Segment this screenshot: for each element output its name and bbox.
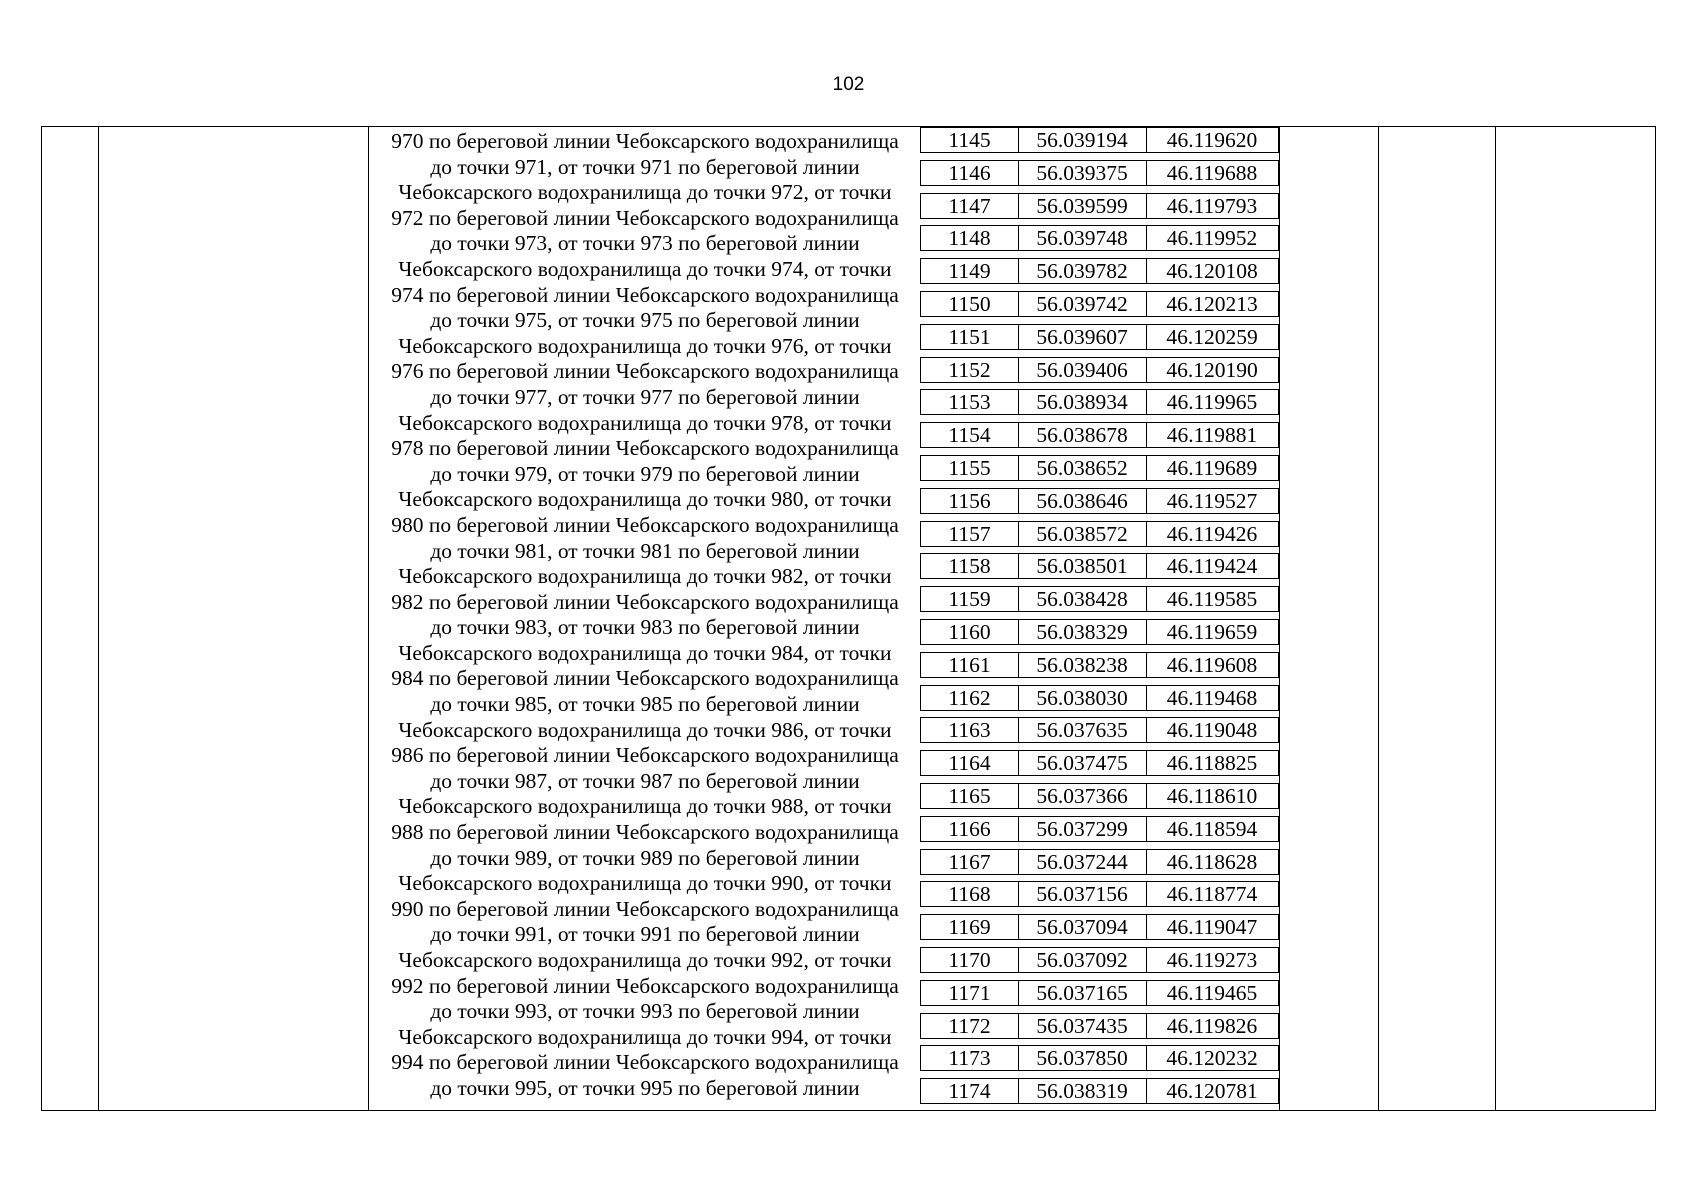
latitude-cell: 56.038572 [1036, 521, 1128, 546]
point-number-cell: 1148 [948, 226, 991, 251]
description-line: Чебоксарского водохранилища до точки 982, от точки [398, 564, 892, 589]
latitude-cell: 56.039375 [1036, 160, 1128, 185]
latitude-cell: 56.038934 [1036, 390, 1128, 415]
longitude-cell: 46.118628 [1166, 849, 1258, 874]
point-number-cell: 1145 [948, 128, 991, 152]
description-line: 988 по береговой линии Чебоксарского водохранилища [391, 820, 899, 845]
point-number-cell: 1164 [948, 751, 991, 776]
description-line: Чебоксарского водохранилища до точки 978, от точки [398, 410, 892, 435]
latitude-cell: 56.038030 [1036, 685, 1128, 710]
latitude-cell: 56.037244 [1036, 849, 1128, 874]
table-row [920, 586, 1279, 612]
latitude-cell: 56.037635 [1036, 718, 1128, 743]
table-row [920, 1045, 1279, 1071]
point-number-cell: 1174 [948, 1079, 991, 1104]
table-row [920, 553, 1279, 579]
latitude-cell: 56.037366 [1036, 784, 1128, 808]
latitude-cell: 56.037299 [1036, 816, 1128, 841]
point-number-cell: 1151 [948, 324, 991, 349]
point-number-cell: 1159 [948, 587, 991, 612]
description-line: Чебоксарского водохранилища до точки 984, от точки [398, 640, 892, 665]
point-number-cell: 1157 [948, 521, 991, 546]
description-line: до точки 993, от точки 993 по береговой линии [430, 999, 860, 1024]
table-row [920, 160, 1279, 186]
description-line: до точки 979, от точки 979 по береговой линии [430, 461, 860, 486]
table-row [920, 521, 1279, 547]
point-number-cell: 1165 [948, 784, 991, 808]
longitude-cell: 46.120213 [1166, 292, 1258, 316]
point-number-cell: 1166 [948, 816, 991, 841]
latitude-cell: 56.038319 [1036, 1079, 1128, 1104]
point-number-cell: 1173 [948, 1046, 991, 1071]
description-line: до точки 983, от точки 983 по береговой линии [430, 615, 860, 640]
latitude-cell: 56.038238 [1036, 652, 1128, 677]
point-number-cell: 1152 [948, 357, 991, 382]
point-number-cell: 1146 [948, 160, 991, 185]
description-line: Чебоксарского водохранилища до точки 972, от точки [398, 180, 892, 205]
table-row [920, 258, 1279, 284]
table-row [920, 1013, 1279, 1039]
longitude-cell: 46.120232 [1166, 1046, 1258, 1071]
table-row [920, 750, 1279, 776]
longitude-cell: 46.118825 [1166, 751, 1258, 776]
longitude-cell: 46.119468 [1166, 685, 1258, 710]
description-line: 990 по береговой линии Чебоксарского водохранилища [391, 896, 899, 921]
description-line: Чебоксарского водохранилища до точки 976, от точки [398, 333, 892, 358]
table-row [920, 980, 1279, 1006]
latitude-cell: 56.037850 [1036, 1046, 1128, 1071]
longitude-cell: 46.120259 [1166, 324, 1258, 349]
point-number-cell: 1160 [948, 620, 991, 644]
longitude-cell: 46.119048 [1166, 718, 1258, 743]
longitude-cell: 46.119826 [1166, 1013, 1258, 1038]
table-row [920, 357, 1279, 383]
longitude-cell: 46.119793 [1166, 193, 1258, 218]
point-number-cell: 1169 [948, 915, 991, 940]
latitude-cell: 56.037165 [1036, 980, 1128, 1005]
table-row [920, 488, 1279, 514]
table-row [920, 291, 1279, 317]
point-number-cell: 1150 [948, 292, 991, 316]
longitude-cell: 46.120190 [1166, 357, 1258, 382]
description-line: 972 по береговой линии Чебоксарского водохранилища [391, 205, 899, 230]
latitude-cell: 56.037435 [1036, 1013, 1128, 1038]
description-line: Чебоксарского водохранилища до точки 992, от точки [398, 948, 892, 972]
longitude-cell: 46.119047 [1166, 915, 1258, 940]
longitude-cell: 46.120108 [1166, 259, 1258, 284]
longitude-cell: 46.118774 [1166, 882, 1258, 907]
point-number-cell: 1172 [948, 1013, 991, 1038]
latitude-cell: 56.037156 [1036, 882, 1128, 907]
description-line: Чебоксарского водохранилища до точки 988, от точки [398, 794, 892, 819]
table-row [920, 849, 1279, 875]
description-line: до точки 995, от точки 995 по береговой линии [430, 1075, 860, 1100]
point-number-cell: 1154 [948, 423, 991, 448]
table-row [920, 422, 1279, 448]
point-number-cell: 1153 [948, 390, 991, 415]
table-row [920, 652, 1279, 678]
description-line: до точки 981, от точки 981 по береговой линии [430, 538, 860, 563]
table-row [920, 783, 1279, 809]
description-line: до точки 987, от точки 987 по береговой линии [430, 768, 860, 793]
longitude-cell: 46.119688 [1166, 160, 1258, 185]
latitude-cell: 56.039406 [1036, 357, 1128, 382]
description-line: до точки 975, от точки 975 по береговой линии [430, 308, 860, 333]
description-line: до точки 991, от точки 991 по береговой линии [430, 922, 860, 947]
column-divider [98, 127, 99, 1110]
boundary-description-cell [369, 127, 921, 1110]
table-row [920, 389, 1279, 415]
point-number-cell: 1158 [948, 554, 991, 579]
description-line: до точки 985, от точки 985 по береговой линии [430, 692, 860, 717]
longitude-cell: 46.119608 [1166, 652, 1258, 677]
longitude-cell: 46.119965 [1166, 390, 1258, 415]
description-line: до точки 977, от точки 977 по береговой линии [430, 384, 860, 409]
latitude-cell: 56.039748 [1036, 226, 1128, 251]
point-number-cell: 1167 [948, 849, 991, 874]
longitude-cell: 46.119273 [1166, 948, 1258, 972]
table-row [920, 1078, 1279, 1104]
latitude-cell: 56.038678 [1036, 423, 1128, 448]
boundary-description-text [369, 127, 921, 1102]
longitude-cell: 46.118610 [1166, 784, 1258, 808]
description-line: Чебоксарского водохранилища до точки 974, от точки [398, 256, 892, 281]
description-line: Чебоксарского водохранилища до точки 994, от точки [398, 1024, 892, 1049]
description-line: до точки 989, от точки 989 по береговой линии [430, 845, 860, 870]
description-line: 986 по береговой линии Чебоксарского водохранилища [391, 743, 899, 768]
point-number-cell: 1170 [948, 948, 991, 972]
column-divider [1279, 127, 1280, 1110]
latitude-cell: 56.038501 [1036, 554, 1128, 579]
table-row [920, 914, 1279, 940]
description-line: 974 по береговой линии Чебоксарского водохранилища [391, 282, 899, 307]
table-row [920, 225, 1279, 251]
longitude-cell: 46.119424 [1166, 554, 1258, 579]
latitude-cell: 56.037092 [1036, 948, 1128, 972]
latitude-cell: 56.039599 [1036, 193, 1128, 218]
description-line: 992 по береговой линии Чебоксарского водохранилища [391, 973, 899, 998]
latitude-cell: 56.038652 [1036, 456, 1128, 480]
table-row [920, 717, 1279, 743]
description-line: 982 по береговой линии Чебоксарского водохранилища [391, 589, 899, 614]
point-number-cell: 1155 [948, 456, 991, 480]
point-number-cell: 1163 [948, 718, 991, 743]
latitude-cell: 56.039607 [1036, 324, 1128, 349]
latitude-cell: 56.037094 [1036, 915, 1128, 940]
latitude-cell: 56.039742 [1036, 292, 1128, 316]
description-line: до точки 973, от точки 973 по береговой линии [430, 231, 860, 256]
column-divider [1495, 127, 1496, 1110]
point-number-cell: 1168 [948, 882, 991, 907]
longitude-cell: 46.119465 [1166, 980, 1258, 1005]
table-row [920, 685, 1279, 711]
point-number-cell: 1149 [948, 259, 991, 284]
table-row [920, 127, 1279, 153]
longitude-cell: 46.119620 [1166, 128, 1258, 152]
table-row [920, 816, 1279, 842]
description-line: до точки 971, от точки 971 по береговой линии [430, 154, 860, 179]
longitude-cell: 46.119952 [1166, 226, 1258, 251]
description-line: Чебоксарского водохранилища до точки 980, от точки [398, 487, 892, 512]
description-line: 984 по береговой линии Чебоксарского водохранилища [391, 666, 899, 691]
point-number-cell: 1156 [948, 488, 991, 513]
table-row [920, 619, 1279, 645]
longitude-cell: 46.119426 [1166, 521, 1258, 546]
description-line: 978 по береговой линии Чебоксарского водохранилища [391, 436, 899, 461]
latitude-cell: 56.039194 [1036, 128, 1128, 152]
latitude-cell: 56.037475 [1036, 751, 1128, 776]
point-number-cell: 1162 [948, 685, 991, 710]
table-row [920, 881, 1279, 907]
longitude-cell: 46.119689 [1166, 456, 1258, 480]
table-row [920, 455, 1279, 481]
point-number-cell: 1171 [948, 980, 991, 1005]
description-line: 980 по береговой линии Чебоксарского водохранилища [391, 512, 899, 537]
page-number: 102 [832, 74, 865, 95]
description-line: Чебоксарского водохранилища до точки 990, от точки [398, 871, 892, 896]
table-row [920, 193, 1279, 219]
longitude-cell: 46.120781 [1166, 1079, 1258, 1104]
longitude-cell: 46.119659 [1166, 620, 1258, 644]
latitude-cell: 56.038329 [1036, 620, 1128, 644]
latitude-cell: 56.038428 [1036, 587, 1128, 612]
table-row [920, 947, 1279, 973]
description-line: 976 по береговой линии Чебоксарского водохранилища [391, 359, 899, 384]
longitude-cell: 46.118594 [1166, 816, 1258, 841]
longitude-cell: 46.119585 [1166, 587, 1258, 612]
latitude-cell: 56.038646 [1036, 488, 1128, 513]
description-line: 970 по береговой линии Чебоксарского водохранилища [391, 129, 899, 153]
longitude-cell: 46.119527 [1166, 488, 1258, 513]
coordinates-table [41, 126, 1656, 1111]
description-line: Чебоксарского водохранилища до точки 986, от точки [398, 717, 892, 742]
latitude-cell: 56.039782 [1036, 259, 1128, 284]
description-line: 994 по береговой линии Чебоксарского водохранилища [391, 1050, 899, 1075]
point-number-cell: 1147 [948, 193, 991, 218]
column-divider [1378, 127, 1379, 1110]
longitude-cell: 46.119881 [1166, 423, 1258, 448]
point-number-cell: 1161 [948, 652, 991, 677]
coordinate-grid [920, 127, 1279, 1110]
table-row [920, 324, 1279, 350]
